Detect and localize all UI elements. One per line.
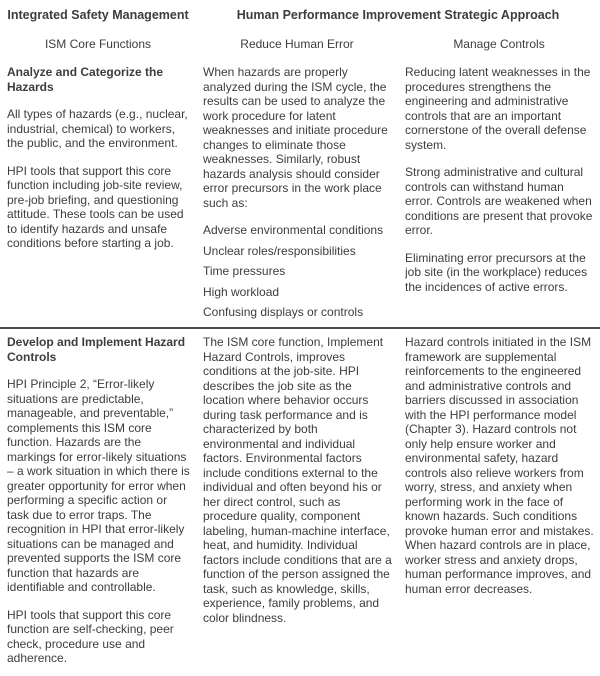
cell-content	[7, 65, 190, 322]
title-hpi-strategic-approach: Human Performance Improvement Strategic Approach	[236, 7, 560, 22]
column-header-manage-controls: Manage Controls	[453, 37, 545, 51]
table-title-row	[0, 0, 600, 29]
cell-row2-ism-core-function	[0, 328, 196, 671]
paragraph: Strong administrative and cultural controls can withstand human error. Controls are weakened when conditions are present that provoke error.	[405, 165, 593, 237]
error-precursor-item: Time pressures	[203, 264, 286, 278]
cell-content	[203, 65, 392, 322]
cell-heading: Develop and Implement Hazard Controls	[7, 335, 186, 364]
table-column-header-row	[0, 29, 600, 59]
error-precursor-item: Adverse environmental conditions	[203, 223, 384, 237]
column-header-ism-core-functions: ISM Core Functions	[44, 37, 152, 51]
paragraph: HPI tools that support this core function are self-checking, peer check, procedure use and adherence.	[7, 607, 174, 665]
column-header-reduce-human-error: Reduce Human Error	[240, 37, 354, 51]
paragraph: Eliminating error precursors at the job site (in the workplace) reduces the incidences of active errors.	[405, 250, 588, 294]
table-row-develop-and-implement	[0, 328, 600, 671]
cell-row2-manage-controls	[398, 328, 600, 671]
paragraph: The ISM core function, Implement Hazard Controls, improves conditions at the job-site. HPI describes the job site as the location where behavior occurs during task performance and is characterized by both environmental and individual factors. Environmental factors include conditions external to the individual and often beyond his or her direct control, such as procedure quality, component labeling, human-machine interface, heat, and humidity. Individual factors include conditions that are a function of the person assigned the task, such as knowledge, skills, experience, family problems, and color blindness.	[203, 335, 392, 625]
title-integrated-safety-management: Integrated Safety Management	[7, 7, 189, 22]
error-precursor-item: High workload	[203, 284, 280, 299]
error-precursor-item: Unclear roles/responsibilities	[203, 243, 356, 258]
cell-row1-ism-core-function	[0, 59, 196, 328]
cell-heading: Analyze and Categorize the Hazards	[7, 65, 164, 94]
table-row-analyze-and-categorize	[0, 59, 600, 328]
paragraph: HPI Principle 2, “Error-likely situations are predictable, manageable, and preventable,” complements this ISM core function. Hazards are the markings for error-likely situations – a work situation in which there is greater opportunity for error when performing a specific action or task due to error traps. The recognition in HPI that error-likely situations can be managed and prevented supports the ISM core function that hazards are identifiable and controllable.	[7, 377, 190, 594]
cell-row2-reduce-human-error	[196, 328, 398, 671]
error-precursor-item: Confusing displays or controls	[203, 305, 364, 319]
cell-row1-manage-controls	[398, 59, 600, 328]
paragraph: Reducing latent weaknesses in the procedures strengthens the engineering and administrative controls that are an important cornerstone of the overall defense system.	[405, 65, 591, 152]
paragraph: HPI tools that support this core function including job-site review, pre-job briefing, and questioning attitude. These tools can be used to identify hazards and unsafe conditions before starting a job.	[7, 163, 184, 250]
paragraph: When hazards are properly analyzed during the ISM cycle, the results can be used to analyze the work procedure for latent weaknesses and initiate procedure changes to eliminate those weaknesses. Similarly, robust hazards analysis should consider error precursors in the work place such as:	[203, 65, 388, 210]
paragraph: Hazard controls initiated in the ISM framework are supplemental reinforcements to the engineered and administrative controls and barriers discussed in association with the HPI performance model (Chapter 3). Hazard controls not only help ensure worker and environmental safety, hazard controls also relieve workers from worry, stress, and anxiety when performing work in the face of known hazards. Such conditions provoke human error and mistakes. When hazard controls are in place, worker stress and anxiety drops, human performance improves, and human error decreases.	[405, 335, 594, 596]
cell-row1-reduce-human-error	[196, 59, 398, 328]
cell-content	[405, 65, 594, 322]
paragraph: All types of hazards (e.g., nuclear, industrial, chemical) to workers, the public, and the environment.	[7, 107, 188, 150]
